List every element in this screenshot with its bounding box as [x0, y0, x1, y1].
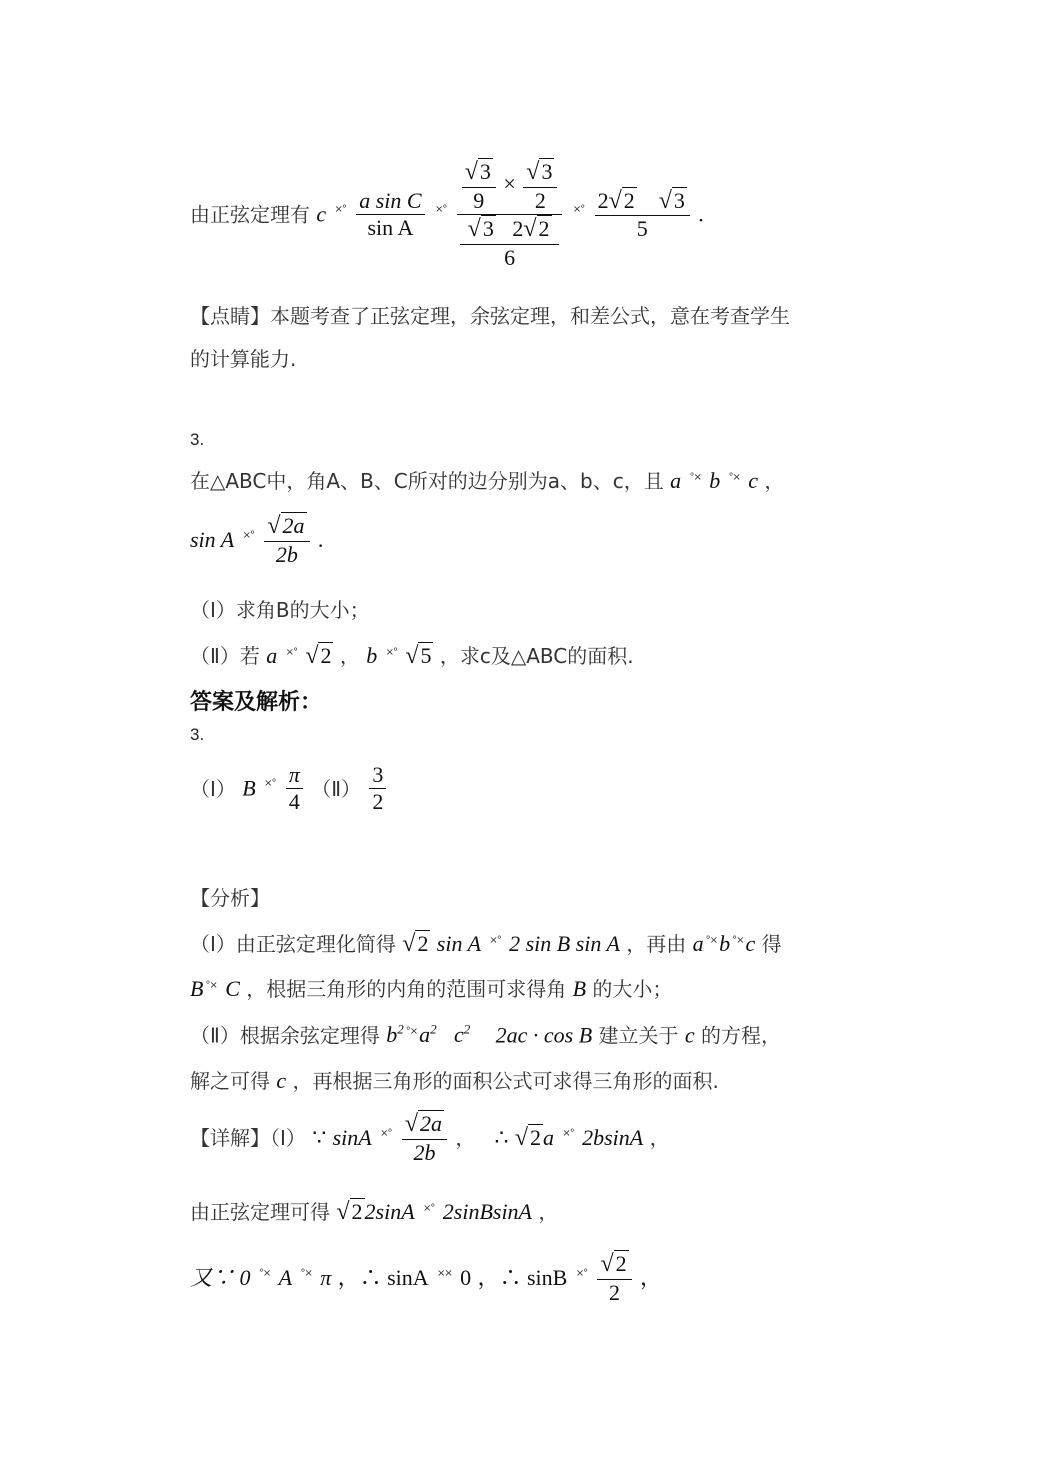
times-sign: ×	[503, 171, 516, 197]
d3-mid2: ，∴ sinB	[477, 1264, 568, 1290]
dianjing-text-1: 本题考查了正弦定理，余弦定理，和差公式，意在考查学生	[270, 304, 790, 328]
given-sinA: sin A ×° $\frac{√2a}{2b}$ .	[190, 513, 324, 567]
equals-glyph: ×°	[242, 529, 254, 541]
three: 3	[369, 762, 386, 789]
sqrt3-over-9: $\frac{√3}{9}$	[462, 158, 496, 214]
a1-mid: 2 sin B sin A	[509, 931, 620, 956]
sqrt2a-over-2b: $\frac{√2a}{2b}$	[264, 512, 309, 568]
nine: 9	[473, 187, 485, 213]
detail-line-2: 由正弦定理可得 √22sinA ×° 2sinBsinA ，	[190, 1199, 559, 1225]
equals-glyph: ×°	[334, 204, 346, 216]
detail-line-1: 【详解】（Ⅰ） ∵ sinA ×° $\frac{√2a}{2b}$ ， ∴ √2a ×° 2bsinA ，	[190, 1111, 670, 1165]
four: 4	[288, 789, 300, 815]
therefore: ∴	[494, 1124, 509, 1150]
detail-line-3: 又∵ 0 °× A °× π ，∴ sinA ×× 0 ，∴ sinB ×° $\frac{√2}{2}$ ，	[190, 1251, 662, 1305]
d1-rhs: 2bsinA	[582, 1124, 644, 1150]
den-2b: 2b	[275, 541, 298, 567]
a1-eq: sin A	[436, 931, 482, 956]
result-fraction	[595, 187, 690, 243]
analysis-line-2: B °× C ，根据三角形的内角的范围可求得角 B 的大小；	[190, 976, 673, 1001]
compound-numerator	[457, 158, 563, 215]
answer-number: 3.	[190, 725, 205, 744]
d3-post: ，	[639, 1264, 662, 1290]
dianjing-line-1	[190, 304, 790, 328]
d2-rhs: 2sinBsinA	[442, 1199, 532, 1224]
a2-end: 的大小；	[592, 977, 673, 1001]
var-a: a	[670, 468, 682, 493]
d2-eq: 2sinA	[364, 1199, 415, 1224]
problem-stem	[190, 468, 784, 494]
analysis-line-1: （Ⅰ）由正弦定理化简得 √2 sin A ×° 2 sin B sin A ，再由 a °×b °×c 得	[190, 931, 782, 957]
comma: ，	[764, 469, 785, 493]
three-over-two	[369, 762, 386, 816]
analysis-line-3: （Ⅱ）根据余弦定理得 $b^2$ $^{^\circ\times}a^2$ $c^2$ 2ac · cos B 建立关于 c 的方程，	[190, 1022, 782, 1048]
six: 6	[504, 244, 516, 270]
var-b2: b	[366, 643, 378, 668]
d1-fraction: $\frac{√2a}{2b}$	[402, 1110, 447, 1166]
period: .	[698, 201, 704, 227]
result-numerator: 2√2 √3	[595, 187, 690, 217]
equals-glyph: ×°	[264, 778, 276, 790]
answer-heading: 答案及解析：	[190, 690, 323, 715]
equals-glyph: ×°	[434, 204, 447, 216]
equals-glyph: ×°	[385, 647, 397, 658]
question-2: （Ⅱ）若 a ×° √2 ， b ×° √5 ，求c及△ABC的面积.	[190, 643, 634, 669]
d3-A: A	[278, 1264, 293, 1290]
sine-law-equation	[190, 158, 704, 271]
d2-post: ，	[538, 1200, 559, 1224]
lt-glyph: °×	[728, 472, 740, 483]
radicand-2: 2	[538, 216, 550, 242]
var-b: b	[709, 468, 721, 493]
stem-text: 在△ABC中，角A、B、C所对的边分别为a、b、c，且	[190, 469, 664, 493]
a4-post: ，再根据三角形的面积公式可求得三角形的面积.	[292, 1069, 719, 1093]
d1-sinA: sinA	[332, 1124, 372, 1150]
d3-zero: 0	[460, 1264, 472, 1290]
equals-glyph: ×°	[572, 204, 585, 216]
d3-pre: 又∵ 0	[190, 1264, 251, 1290]
var-a2: a	[266, 643, 278, 668]
radicand-2a: 2a	[282, 513, 305, 538]
answer-result	[190, 762, 388, 816]
analysis-label: 【分析】	[190, 886, 270, 910]
a1-end: 得	[761, 932, 782, 956]
lead-text: 由正弦定理有	[190, 202, 310, 227]
d3-mid: ，∴ sinA	[337, 1264, 429, 1290]
a3-end: 的方程，	[701, 1023, 782, 1048]
q2-mid: ，	[339, 644, 360, 668]
problem-number: 3.	[190, 430, 205, 449]
answer-part2-label: （Ⅱ）	[311, 776, 362, 801]
analysis-line-4: 解之可得 c ，再根据三角形的面积公式可求得三角形的面积.	[190, 1068, 719, 1093]
q2-pre: （Ⅱ）若	[190, 644, 260, 668]
dianjing-label: 【点睛】	[190, 304, 270, 328]
two-coef: 2	[512, 216, 524, 242]
sqrt3-over-2: $\frac{√3}{2}$	[523, 158, 557, 214]
d3-two: 2	[609, 1279, 621, 1305]
d3-pi: π	[320, 1264, 332, 1290]
sqrt2-over-2: $\frac{√2}{2}$	[597, 1250, 631, 1306]
detail-label: 【详解】（Ⅰ）	[190, 1126, 306, 1151]
fraction-asinC-over-sinA	[356, 188, 424, 242]
dianjing-line-2	[190, 347, 296, 371]
a2-eq: C	[225, 976, 240, 1001]
var-c2: c	[748, 468, 759, 493]
equals-glyph: ×°	[285, 647, 297, 658]
dianjing-text-2: 的计算能力.	[190, 347, 297, 371]
a3-post: 建立关于	[598, 1023, 679, 1048]
denominator: sin A	[367, 215, 414, 241]
radicand-2b: 2	[623, 187, 635, 213]
pi: π	[286, 762, 303, 789]
a3-pre: （Ⅱ）根据余弦定理得	[190, 1023, 380, 1048]
a3-eq: 2ac · cos B	[495, 1022, 593, 1048]
q2-post: ，求c及△ABC的面积.	[439, 644, 634, 668]
because: ∵	[312, 1124, 327, 1150]
radicand-3b: 3	[541, 159, 553, 184]
d2-pre: 由正弦定理可得	[190, 1200, 330, 1224]
pi-over-4	[286, 762, 303, 816]
var-B: B	[242, 775, 256, 801]
radicand-3d: 3	[673, 187, 685, 213]
compound-denominator: √3 2√2 6	[457, 215, 563, 271]
five: 5	[636, 216, 648, 242]
lt-glyph: °×	[689, 472, 701, 483]
a1-post: ，再由	[626, 932, 687, 956]
a1-pre: （Ⅰ）由正弦定理化简得	[190, 932, 396, 956]
a2-post: ，根据三角形的内角的范围可求得角	[246, 977, 567, 1001]
two-den: 2	[372, 789, 384, 815]
answer-part1-label: （Ⅰ）	[190, 776, 236, 801]
question-1: （Ⅰ）求角B的大小；	[190, 598, 370, 622]
two-b: 2	[597, 187, 609, 213]
two: 2	[534, 187, 546, 213]
compound-fraction	[457, 158, 563, 271]
radicand-3: 3	[479, 159, 491, 184]
a4-pre: 解之可得	[190, 1069, 270, 1093]
var-c: c	[316, 201, 327, 227]
sinA: sin A	[190, 526, 235, 552]
radicand-3c: 3	[482, 216, 494, 242]
numerator: a sin C	[356, 188, 424, 215]
